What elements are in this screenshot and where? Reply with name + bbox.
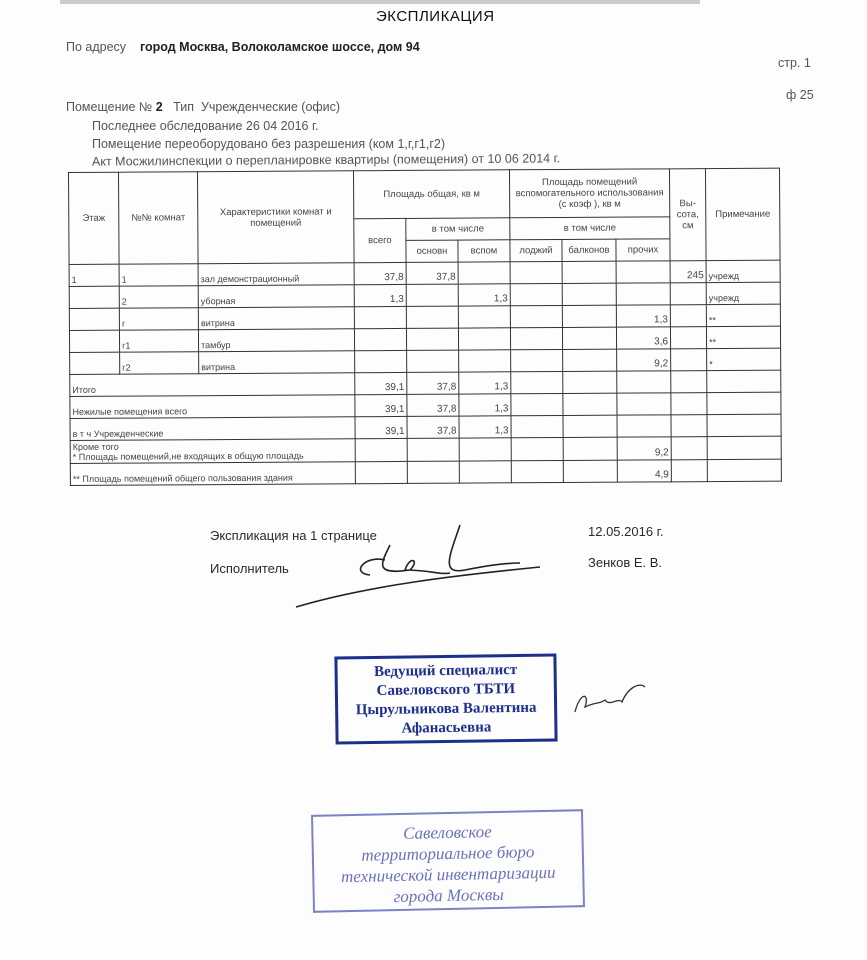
table-cell — [458, 262, 510, 284]
header-loggia: лоджий — [510, 239, 562, 261]
header-height: Вы-сота, см — [669, 169, 706, 261]
table-cell: уборная — [198, 285, 354, 308]
table-cell — [459, 461, 511, 483]
table-cell — [69, 308, 119, 330]
table-cell — [355, 438, 407, 461]
table-cell — [355, 461, 407, 483]
table-cell: Итого — [70, 373, 355, 397]
header-floor: Этаж — [69, 172, 120, 264]
table-cell — [707, 392, 781, 414]
table-cell — [459, 350, 511, 372]
table-cell — [407, 350, 459, 372]
bti-stamp: Савеловское территориальное бюро технической инвентаризации города Москвы — [311, 809, 585, 913]
table-cell — [354, 306, 406, 328]
specialist-signature — [570, 682, 650, 722]
table-cell: витрина — [198, 307, 354, 330]
table-cell: 37,8 — [407, 372, 459, 394]
header-all: всего — [354, 218, 406, 262]
pages-note: Экспликация на 1 странице — [210, 528, 377, 543]
specialist-stamp: Ведущий специалист Савеловского ТБТИ Цырульникова Валентина Афанасьевна — [334, 653, 557, 744]
survey-line: Последнее обследование 26 04 2016 г. — [92, 119, 319, 133]
table-cell — [407, 438, 459, 461]
table-cell — [563, 415, 617, 437]
table-cell — [458, 306, 510, 328]
table-cell — [562, 283, 616, 305]
table-cell — [670, 327, 706, 349]
table-cell — [707, 436, 781, 459]
address-line: По адресу город Москва, Волоколамское шоссе, дом 94 — [66, 40, 420, 54]
table-cell — [69, 286, 119, 308]
table-cell: 245 — [670, 261, 706, 283]
table-cell: * — [707, 348, 781, 370]
table-cell — [70, 352, 120, 374]
table-cell: ** — [706, 304, 780, 326]
table-cell — [563, 437, 617, 460]
table-cell — [459, 438, 511, 461]
header-rooms: №№ комнат — [119, 172, 199, 264]
table-cell — [671, 415, 707, 437]
header-total-area: Площадь общая, кв м — [353, 170, 509, 219]
table-cell: зал демонстрационный — [198, 263, 354, 286]
table-cell: 9,2 — [617, 349, 671, 371]
table-cell — [563, 460, 617, 482]
table-cell — [617, 415, 671, 437]
table-cell — [707, 459, 781, 481]
table-cell: 1,3 — [458, 284, 510, 306]
signature — [290, 515, 590, 615]
header-aux: вспом — [458, 240, 510, 262]
table-cell — [458, 328, 510, 350]
table-cell — [671, 460, 707, 482]
table-cell — [671, 437, 707, 460]
table-cell — [562, 305, 616, 327]
table-cell: г1 — [119, 330, 198, 352]
table-cell — [511, 393, 563, 415]
header-aux-area: Площадь помещений вспомогательного использования (с коэф ), кв м — [509, 169, 669, 218]
header-other: прочих — [616, 239, 670, 261]
table-cell: 37,8 — [354, 262, 406, 284]
table-cell: 37,8 — [407, 394, 459, 416]
table-cell — [407, 461, 459, 483]
table-cell: 1 — [69, 264, 119, 286]
table-cell — [670, 283, 706, 305]
table-cell — [406, 328, 458, 350]
header-balcony: балконов — [562, 239, 616, 261]
act-line: Акт Мосжилинспекции о перепланировке квартиры (помещения) от 10 06 2014 г. — [91, 151, 561, 169]
executor-name: Зенков Е. В. — [588, 555, 663, 570]
table-cell: 4,9 — [617, 460, 671, 482]
premises-line: Помещение № 2 Тип Учрежденческие (офис) — [66, 100, 341, 114]
table-cell: 1,3 — [459, 394, 511, 416]
table-cell: 1,3 — [459, 372, 511, 394]
table-cell: 2 — [119, 286, 198, 308]
table-cell: 37,8 — [406, 262, 458, 284]
table-cell — [510, 305, 562, 327]
table-cell: учрежд — [706, 260, 780, 282]
table-cell — [562, 261, 616, 283]
explication-table — [68, 168, 782, 486]
table-cell: учрежд — [706, 282, 780, 304]
table-cell: Нежилые помещения всего — [70, 395, 355, 419]
table-cell — [563, 371, 617, 393]
table-cell: 1 — [119, 264, 198, 286]
table-cell — [616, 283, 670, 305]
table-cell — [671, 371, 707, 393]
table-cell: ** Площадь помещений общего пользования здания — [70, 462, 355, 486]
table-cell — [355, 350, 407, 372]
table-cell — [562, 327, 616, 349]
rework-line: Помещение переоборудовано без разрешения (ком 1,г,г1,г2) — [92, 137, 446, 151]
form-number: ф 25 — [786, 88, 814, 102]
executor-label: Исполнитель — [210, 561, 289, 576]
table-cell — [406, 306, 458, 328]
table-cell: в т ч Учрежденческие — [70, 417, 355, 441]
table-cell: 1,3 — [354, 284, 406, 306]
header-incl-aux: в том числе — [510, 217, 670, 240]
table-cell: витрина — [199, 351, 355, 374]
table-cell — [510, 327, 562, 349]
table-cell — [511, 349, 563, 371]
table-cell — [617, 393, 671, 415]
table-cell: 3,6 — [616, 327, 670, 349]
document-title: ЭКСПЛИКАЦИЯ — [376, 8, 495, 25]
table-cell — [69, 330, 119, 352]
table-cell — [707, 414, 781, 436]
table-cell — [670, 305, 706, 327]
table-cell — [511, 460, 563, 482]
table-cell — [354, 328, 406, 350]
table-cell: 39,1 — [355, 372, 407, 394]
table-cell — [563, 393, 617, 415]
table-cell — [510, 283, 562, 305]
table-cell — [707, 370, 781, 392]
totals-row — [70, 459, 781, 485]
table-cell: тамбур — [198, 329, 354, 352]
table-cell: 9,2 — [617, 437, 671, 460]
table-cell — [406, 284, 458, 306]
header-note: Примечание — [705, 168, 780, 260]
header-incl: в том числе — [406, 218, 510, 241]
header-chars: Характеристики комнат и помещений — [198, 171, 355, 264]
table-cell: 1,3 — [616, 305, 670, 327]
table-cell: 39,1 — [355, 394, 407, 416]
date: 12.05.2016 г. — [588, 524, 664, 539]
scan-edge — [60, 0, 700, 4]
table-cell — [511, 371, 563, 393]
table-cell — [510, 261, 562, 283]
table-cell — [671, 349, 707, 371]
table-cell — [671, 393, 707, 415]
table-cell: 39,1 — [355, 416, 407, 438]
page-number: стр. 1 — [778, 56, 811, 70]
table-cell — [617, 371, 671, 393]
table-cell — [616, 261, 670, 283]
table-cell: 1,3 — [459, 416, 511, 438]
header-main: основн — [406, 240, 458, 262]
table-cell: г — [119, 308, 198, 330]
table-cell — [563, 349, 617, 371]
table-cell: ** — [706, 326, 780, 348]
table-cell: г2 — [120, 352, 199, 374]
table-cell: 37,8 — [407, 416, 459, 438]
table-cell — [511, 415, 563, 437]
table-cell — [511, 437, 563, 460]
table-cell: Кроме того * Площадь помещений,не входящих в общую площадь — [70, 439, 355, 464]
